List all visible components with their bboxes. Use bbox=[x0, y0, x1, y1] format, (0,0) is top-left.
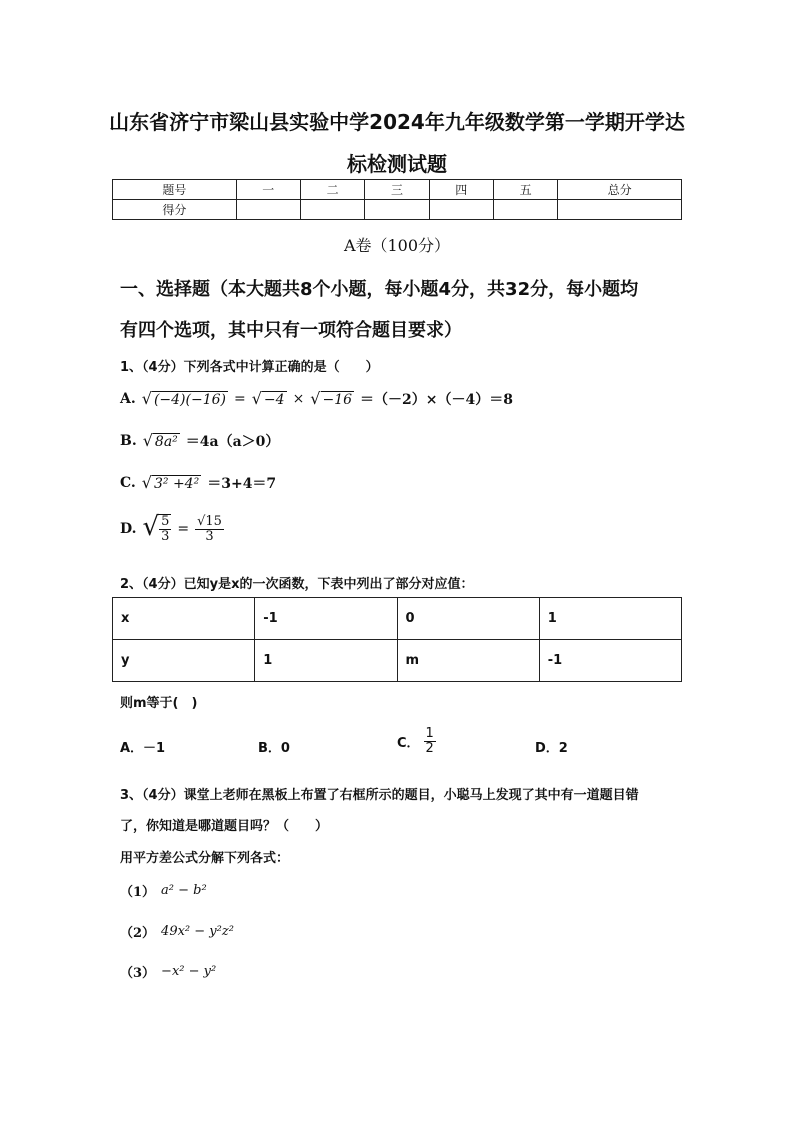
radicand: −4 bbox=[263, 391, 285, 408]
table-cell: 1 bbox=[255, 640, 397, 682]
table-cell: -1 bbox=[255, 598, 397, 640]
option-label: D. bbox=[120, 521, 137, 538]
question-2-choice-d[interactable] bbox=[535, 737, 568, 756]
score-table-score-row bbox=[113, 200, 682, 220]
score-header-cell: 四 bbox=[429, 180, 493, 200]
fraction bbox=[159, 514, 171, 545]
choice-text: D．2 bbox=[535, 741, 568, 756]
option-c-result: ＝3+4＝7 bbox=[207, 476, 277, 492]
question-3-item-2 bbox=[120, 922, 234, 941]
table-row bbox=[113, 640, 682, 682]
question-3-item-3 bbox=[120, 962, 216, 981]
score-cell[interactable] bbox=[300, 200, 364, 220]
question-1-option-b[interactable] bbox=[120, 431, 279, 451]
exam-title-line2: 标检测试题 bbox=[347, 152, 447, 176]
question-1-option-d[interactable] bbox=[120, 514, 224, 545]
choice-text: A．－1 bbox=[120, 741, 166, 756]
denominator: 2 bbox=[425, 741, 434, 757]
item-expression: 49x² − y²z² bbox=[161, 924, 234, 939]
radical: √ −4 bbox=[251, 388, 285, 408]
item-expression: a² − b² bbox=[161, 883, 207, 898]
radicand: 3² +4² bbox=[153, 475, 200, 492]
section-heading-line2: 有四个选项，其中只有一项符合题目要求） bbox=[120, 320, 462, 341]
option-label: B. bbox=[120, 433, 137, 449]
question-2-choice-c[interactable] bbox=[397, 727, 436, 757]
table-cell: m bbox=[397, 640, 539, 682]
equals-sign: = bbox=[177, 521, 190, 538]
numerator: 5 bbox=[161, 514, 170, 529]
question-1-option-c[interactable] bbox=[120, 473, 276, 493]
question-1-stem: 1、（4分）下列各式中计算正确的是（ ） bbox=[120, 360, 379, 375]
table-cell: 1 bbox=[539, 598, 681, 640]
table-cell: 0 bbox=[397, 598, 539, 640]
radicand: (−4)(−16) bbox=[153, 391, 226, 408]
score-cell[interactable] bbox=[493, 200, 557, 220]
section-heading-line1: 一、选择题（本大题共8个小题，每小题4分，共32分，每小题均 bbox=[120, 279, 639, 300]
choice-label: C． bbox=[397, 736, 420, 752]
score-header-cell: 五 bbox=[493, 180, 557, 200]
item-label: （3） bbox=[120, 966, 156, 981]
score-cell[interactable] bbox=[236, 200, 300, 220]
question-2-choice-b[interactable] bbox=[258, 737, 290, 756]
option-a-result: ＝（－2）×（－4）＝8 bbox=[360, 392, 514, 408]
option-label: C. bbox=[120, 475, 136, 491]
equals-sign: = bbox=[233, 391, 246, 407]
table-cell: x bbox=[113, 598, 255, 640]
radical: √ $\frac{5}{3}$ bbox=[142, 512, 170, 545]
score-header-cell: 三 bbox=[365, 180, 429, 200]
radical: √ (−4)(−16) bbox=[141, 388, 226, 408]
score-header-cell: 总分 bbox=[558, 180, 682, 200]
fraction bbox=[424, 727, 436, 757]
question-2-ask: 则m等于( ) bbox=[120, 696, 198, 711]
score-header-cell: 二 bbox=[300, 180, 364, 200]
score-cell[interactable] bbox=[365, 200, 429, 220]
radical: √ −16 bbox=[310, 388, 353, 408]
question-2-choice-a[interactable] bbox=[120, 737, 165, 756]
score-header-cell: 题号 bbox=[113, 180, 237, 200]
value-table bbox=[112, 597, 682, 682]
denominator: 3 bbox=[161, 529, 170, 545]
choice-text: B．0 bbox=[258, 741, 290, 756]
exam-title-line1: 山东省济宁市梁山县实验中学2024年九年级数学第一学期开学达 bbox=[109, 110, 685, 134]
radicand: 8a² bbox=[154, 433, 178, 450]
table-cell: -1 bbox=[539, 640, 681, 682]
denominator: 3 bbox=[205, 528, 214, 544]
option-label: A. bbox=[120, 391, 136, 407]
option-b-result: ＝4a（a＞0） bbox=[185, 434, 280, 450]
times-sign: × bbox=[292, 391, 305, 407]
question-2-stem: 2、（4分）已知y是x的一次函数，下表中列出了部分对应值： bbox=[120, 577, 474, 592]
score-table-header-row bbox=[113, 180, 682, 200]
score-cell[interactable] bbox=[429, 200, 493, 220]
question-3-intro: 用平方差公式分解下列各式： bbox=[120, 851, 290, 866]
table-row bbox=[113, 598, 682, 640]
numerator: √15 bbox=[197, 513, 222, 529]
radicand: −16 bbox=[322, 391, 353, 408]
item-label: （2） bbox=[120, 926, 156, 941]
question-1-option-a[interactable] bbox=[120, 389, 513, 409]
question-3-item-1 bbox=[120, 881, 207, 900]
volume-label: A卷（100分） bbox=[343, 236, 451, 255]
radical: √ 8a² bbox=[142, 430, 178, 450]
table-cell: y bbox=[113, 640, 255, 682]
score-row-label: 得分 bbox=[113, 200, 237, 220]
numerator: 1 bbox=[425, 726, 434, 741]
radical: √ 3² +4² bbox=[141, 472, 200, 492]
fraction bbox=[195, 515, 224, 545]
item-label: （1） bbox=[120, 885, 156, 900]
question-3-stem-line1: 3、（4分）课堂上老师在黑板上布置了右框所示的题目，小聪马上发现了其中有一道题目错 bbox=[120, 788, 639, 803]
score-table bbox=[112, 179, 682, 220]
question-3-stem-line2: 了，你知道是哪道题目吗？（ ） bbox=[120, 819, 329, 834]
score-header-cell: 一 bbox=[236, 180, 300, 200]
score-cell[interactable] bbox=[558, 200, 682, 220]
item-expression: −x² − y² bbox=[161, 964, 217, 979]
